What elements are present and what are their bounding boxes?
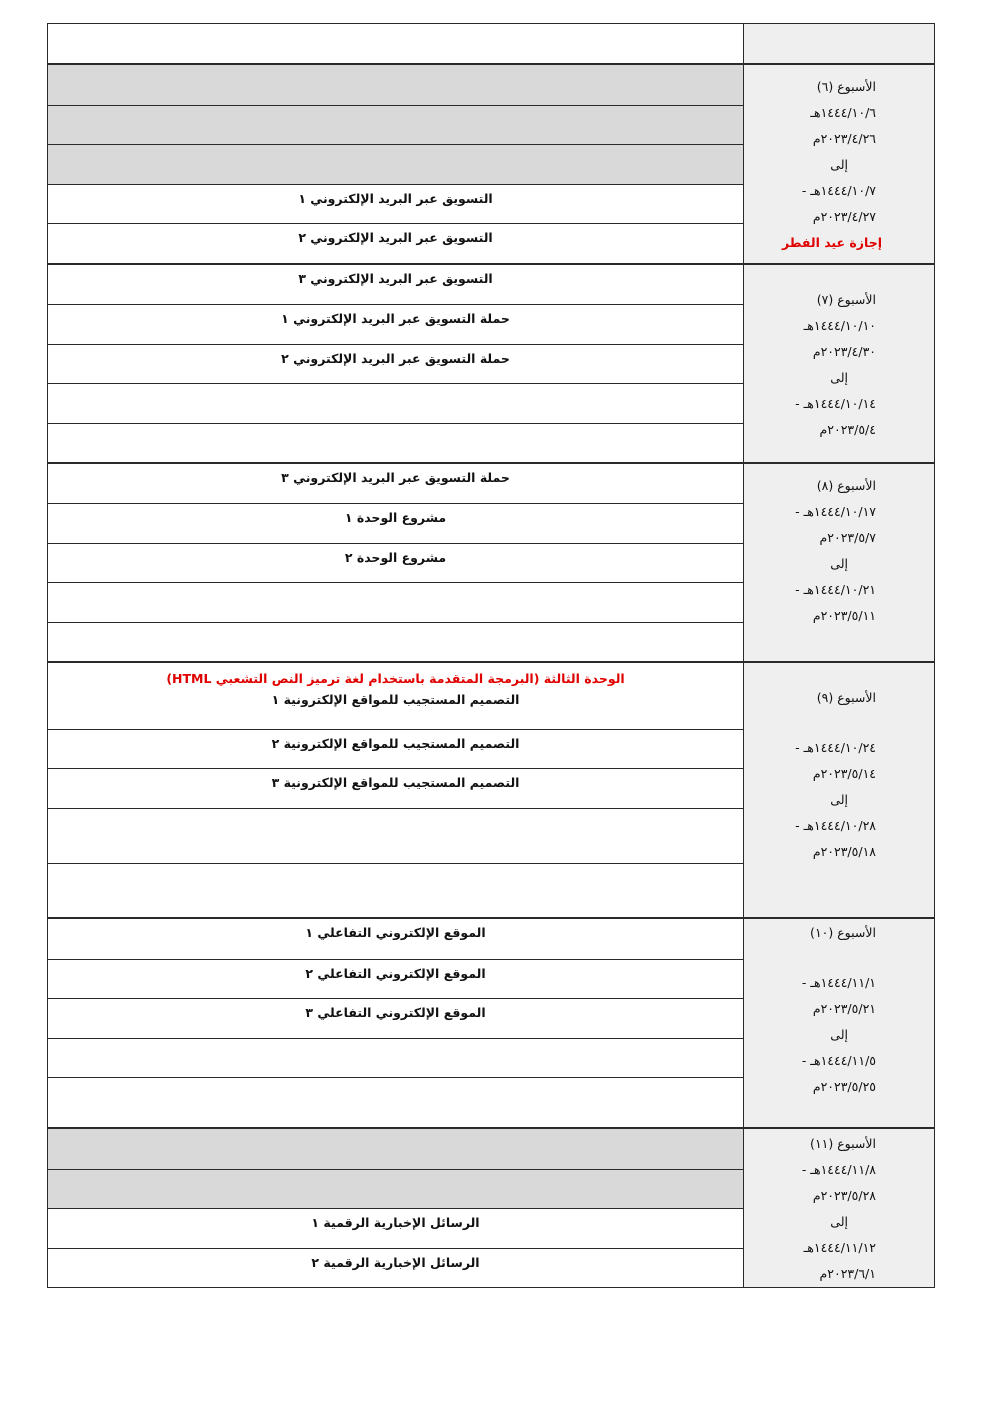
week-label: الأسبوع (١٠) <box>810 925 876 940</box>
to-label: إلى <box>830 792 848 807</box>
from-gregorian: ٢٠٢٣/٤/٢٦م <box>812 131 876 146</box>
lesson-row <box>48 1129 743 1169</box>
from-hijri: ١٤٤٤/١٠/١٧هـ - <box>795 504 876 519</box>
to-gregorian: ٢٠٢٣/٥/٤م <box>819 422 876 437</box>
lessons-column <box>48 1129 744 1287</box>
from-gregorian: ٢٠٢٣/٤/٣٠م <box>812 344 876 359</box>
to-hijri: ١٤٤٤/١٠/١٤هـ - <box>795 396 876 411</box>
lesson-row <box>48 808 743 863</box>
lesson-row: التصميم المستجيب للمواقع الإلكترونية ٢ <box>48 729 743 768</box>
week-block-11 <box>48 1127 934 1287</box>
week-cell <box>744 65 934 263</box>
lesson-row: الموقع الإلكتروني التفاعلي ١ <box>305 925 486 940</box>
lesson-row <box>48 105 743 144</box>
to-gregorian: ٢٠٢٣/٦/١م <box>819 1266 876 1281</box>
to-label: إلى <box>830 556 848 571</box>
lessons-column <box>48 265 744 462</box>
to-label: إلى <box>830 1027 848 1042</box>
lesson-row: مشروع الوحدة ١ <box>48 503 743 543</box>
lesson-title: التصميم المستجيب للمواقع الإلكترونية ١ <box>271 692 520 707</box>
lesson-row <box>48 582 743 622</box>
lesson-row <box>48 1169 743 1208</box>
top-empty-row <box>48 24 934 63</box>
to-label: إلى <box>830 370 848 385</box>
from-hijri: ١٤٤٤/١٠/٦هـ <box>810 105 876 120</box>
week-label: الأسبوع (٧) <box>816 292 876 307</box>
lesson-row: الموقع الإلكتروني التفاعلي ٢ <box>48 959 743 998</box>
week-label: الأسبوع (٦) <box>816 79 876 94</box>
to-hijri: ١٤٤٤/١١/١٢هـ <box>803 1240 876 1255</box>
to-gregorian: ٢٠٢٣/٥/١١م <box>812 608 876 623</box>
to-gregorian: ٢٠٢٣/٥/١٨م <box>812 844 876 859</box>
lesson-row: الرسائل الإخبارية الرقمية ١ <box>48 1208 743 1248</box>
to-label: إلى <box>830 157 848 172</box>
schedule-table <box>47 23 935 1288</box>
lesson-row: التسويق عبر البريد الإلكتروني ٣ <box>298 271 493 286</box>
week-label: الأسبوع (٩) <box>816 690 876 705</box>
lesson-row <box>48 383 743 423</box>
week-block-8 <box>48 462 934 661</box>
from-hijri: ١٤٤٤/١١/٨هـ - <box>801 1162 876 1177</box>
to-hijri: ١٤٤٤/١١/٥هـ - <box>801 1053 876 1068</box>
lesson-row: الموقع الإلكتروني التفاعلي ٣ <box>48 998 743 1038</box>
to-gregorian: ٢٠٢٣/٤/٢٧م <box>812 209 876 224</box>
lesson-row: الرسائل الإخبارية الرقمية ٢ <box>48 1248 743 1287</box>
unit-header-row <box>48 663 743 729</box>
week-block-10 <box>48 917 934 1127</box>
from-hijri: ١٤٤٤/١١/١هـ - <box>801 975 876 990</box>
lesson-row <box>48 144 743 184</box>
lesson-row: حملة التسويق عبر البريد الإلكتروني ١ <box>48 304 743 344</box>
lesson-row <box>48 622 743 661</box>
to-hijri: ١٤٤٤/١٠/٧هـ - <box>801 183 876 198</box>
week-cell <box>744 464 934 661</box>
from-hijri: ١٤٤٤/١٠/١٠هـ <box>803 318 876 333</box>
week-cell <box>744 265 934 462</box>
lesson-row: التسويق عبر البريد الإلكتروني ١ <box>48 184 743 223</box>
to-label: إلى <box>830 1214 848 1229</box>
week-block-7 <box>48 263 934 462</box>
lesson-row: حملة التسويق عبر البريد الإلكتروني ٣ <box>281 470 510 485</box>
lesson-row <box>48 423 743 462</box>
lesson-row <box>48 1077 743 1127</box>
from-gregorian: ٢٠٢٣/٥/٢٨م <box>812 1188 876 1203</box>
holiday-note: إجازة عيد الفطر <box>781 235 882 250</box>
from-gregorian: ٢٠٢٣/٥/٢١م <box>812 1001 876 1016</box>
to-hijri: ١٤٤٤/١٠/٢٨هـ - <box>795 818 876 833</box>
lessons-column <box>48 65 744 263</box>
lessons-column <box>48 464 744 661</box>
lesson-row: حملة التسويق عبر البريد الإلكتروني ٢ <box>48 344 743 383</box>
to-hijri: ١٤٤٤/١٠/٢١هـ - <box>795 582 876 597</box>
week-cell <box>744 1129 934 1287</box>
from-gregorian: ٢٠٢٣/٥/٧م <box>819 530 876 545</box>
week-label: الأسبوع (٨) <box>816 478 876 493</box>
from-hijri: ١٤٤٤/١٠/٢٤هـ - <box>795 740 876 755</box>
lesson-row <box>48 1038 743 1077</box>
from-gregorian: ٢٠٢٣/٥/١٤م <box>812 766 876 781</box>
week-block-6 <box>48 63 934 263</box>
lesson-row <box>48 65 743 105</box>
lessons-column <box>48 919 744 1127</box>
lessons-column <box>48 663 744 917</box>
to-gregorian: ٢٠٢٣/٥/٢٥م <box>812 1079 876 1094</box>
week-cell <box>744 919 934 1127</box>
unit-title: الوحدة الثالثة (البرمجة المتقدمة باستخدام لغة ترميز النص التشعبي HTML) <box>166 671 625 686</box>
lesson-row: التصميم المستجيب للمواقع الإلكترونية ٣ <box>48 768 743 808</box>
lesson-row: مشروع الوحدة ٢ <box>48 543 743 582</box>
lesson-row <box>48 863 743 917</box>
week-block-9 <box>48 661 934 917</box>
week-cell <box>744 663 934 917</box>
week-label: الأسبوع (١١) <box>810 1136 876 1151</box>
lesson-row: التسويق عبر البريد الإلكتروني ٢ <box>48 223 743 263</box>
